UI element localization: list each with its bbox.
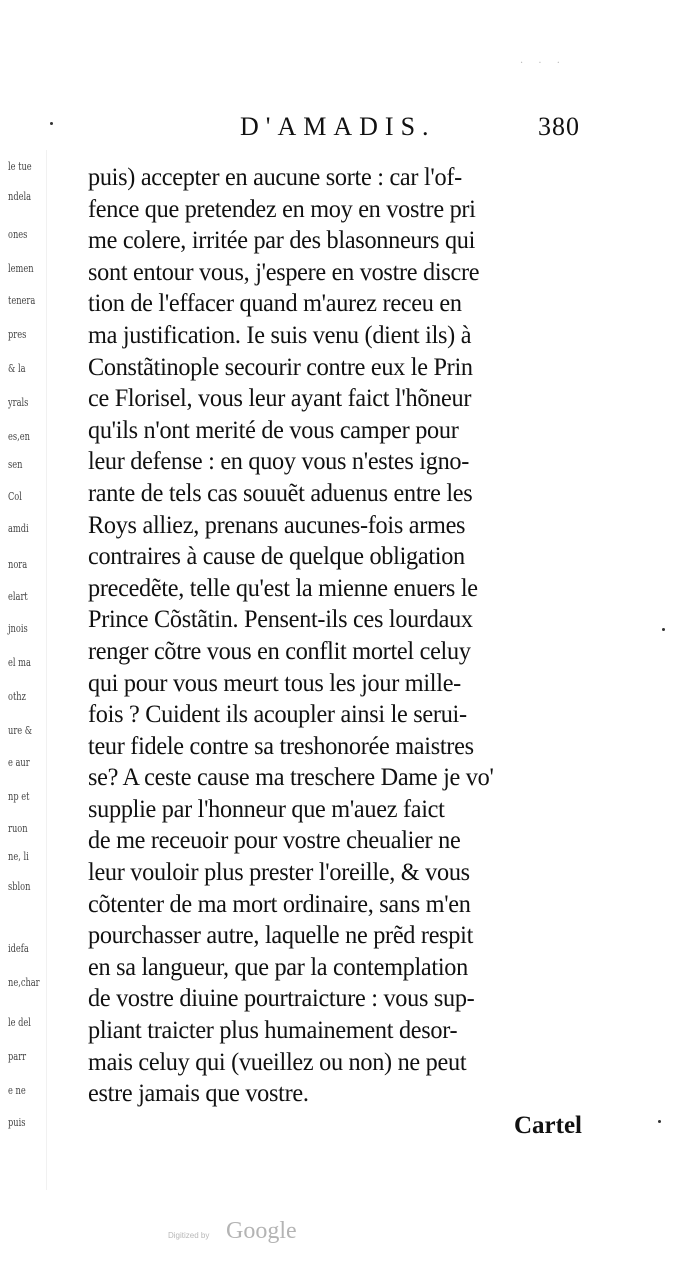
margin-fragment: ne, li [8,850,29,863]
text-line: fois ? Cuident ils acoupler ainsi le serui- [88,701,467,729]
text-line: estre jamais que vostre. [88,1080,309,1108]
text-line: renger cõtre vous en conflit mortel celuy [88,637,471,665]
margin-fragment: elart [8,590,28,603]
running-title: D'AMADIS. [240,112,436,141]
digitization-watermark [168,1218,368,1248]
margin-fragment: ruon [8,822,28,835]
text-line: qu'ils n'ont merité de vous camper pour [88,416,459,444]
margin-fragment: el ma [8,656,31,669]
margin-fragment: parr [8,1050,27,1063]
text-line: teur fidele contre sa treshonorée maistres [88,732,474,760]
margin-fragment: Col [8,490,22,503]
text-line: fence que pretendez en moy en vostre pri [88,195,476,223]
text-line: tion de l'effacer quand m'aurez receu en [88,290,462,318]
margin-fragment: es,en [8,430,30,443]
page-header [240,112,580,152]
text-line: Constãtinople secourir contre eux le Prin [88,353,473,381]
margin-fragment: amdi [8,522,29,535]
text-line: cõtenter de ma mort ordinaire, sans m'en [88,890,471,918]
ink-speck [50,122,53,125]
margin-fragment: puis [8,1116,26,1129]
ink-speck [658,1120,661,1123]
margin-fragment: ndela [8,190,32,203]
page-number: 380 [538,112,580,141]
watermark-caption: Digitized by [168,1231,210,1240]
scan-edge-marks: · · · [520,58,566,69]
margin-fragment: sblon [8,880,31,893]
ink-speck [662,628,665,631]
text-line: qui pour vous meurt tous les jour mille- [88,669,461,697]
margin-fragment: othz [8,690,26,703]
margin-fragment: lemen [8,262,34,275]
text-line: Roys alliez, prenans aucunes-fois armes [88,511,466,539]
body-text [88,162,588,1110]
text-line: Prince Cõstãtin. Pensent-ils ces lourdaux [88,606,473,634]
text-line: leur vouloir plus prester l'oreille, & vous [88,859,470,887]
margin-fragment: e ne [8,1084,26,1097]
text-line: sont entour vous, j'espere en vostre discre [88,258,480,286]
facing-page-gutter [0,150,47,1190]
text-line: en sa langueur, que par la contemplation [88,953,468,981]
margin-fragment: jnois [8,622,28,635]
text-line: precedẽte, telle qu'est la mienne enuers le [88,574,478,602]
margin-fragment: le del [8,1016,31,1029]
margin-fragment: ure & [8,724,33,737]
text-line: ma justification. Ie suis venu (dient ils) à [88,321,472,349]
catchword: Cartel [513,1112,582,1139]
margin-fragment: np et [8,790,30,803]
google-logo: Google [226,1218,297,1244]
margin-fragment: sen [8,458,23,471]
text-line: de me receuoir pour vostre cheualier ne [88,827,461,855]
text-line: me colere, irritée par des blasonneurs qui [88,227,476,255]
text-line: rante de tels cas souuẽt aduenus entre les [88,479,473,507]
margin-fragment: nora [8,558,28,571]
text-line: ce Florisel, vous leur ayant faict l'hõneur [88,385,472,413]
text-line: leur defense : en quoy vous n'estes igno- [88,448,470,476]
text-line: mais celuy qui (vueillez ou non) ne peut [88,1048,467,1076]
text-line: se? A ceste cause ma treschere Dame je vo' [88,764,494,792]
margin-fragment: & la [8,362,26,375]
margin-fragment: le tue [8,160,32,173]
margin-fragment: ones [8,228,28,241]
margin-fragment: idefa [8,942,29,955]
text-line: contraires à cause de quelque obligation [88,543,465,571]
text-line: pourchasser autre, laquelle ne prẽd respit [88,922,474,950]
margin-fragment: yrals [8,396,29,409]
margin-fragment: ne,char [8,976,40,989]
text-line: puis) accepter en aucune sorte : car l'of- [88,164,462,191]
text-line: supplie par l'honneur que m'auez faict [88,795,445,823]
margin-fragment: tenera [8,294,36,307]
margin-fragment: e aur [8,756,30,769]
margin-fragment: pres [8,328,27,341]
text-line: de vostre diuine pourtraicture : vous sup- [88,985,475,1013]
text-line: pliant traicter plus humainement desor- [88,1017,458,1045]
